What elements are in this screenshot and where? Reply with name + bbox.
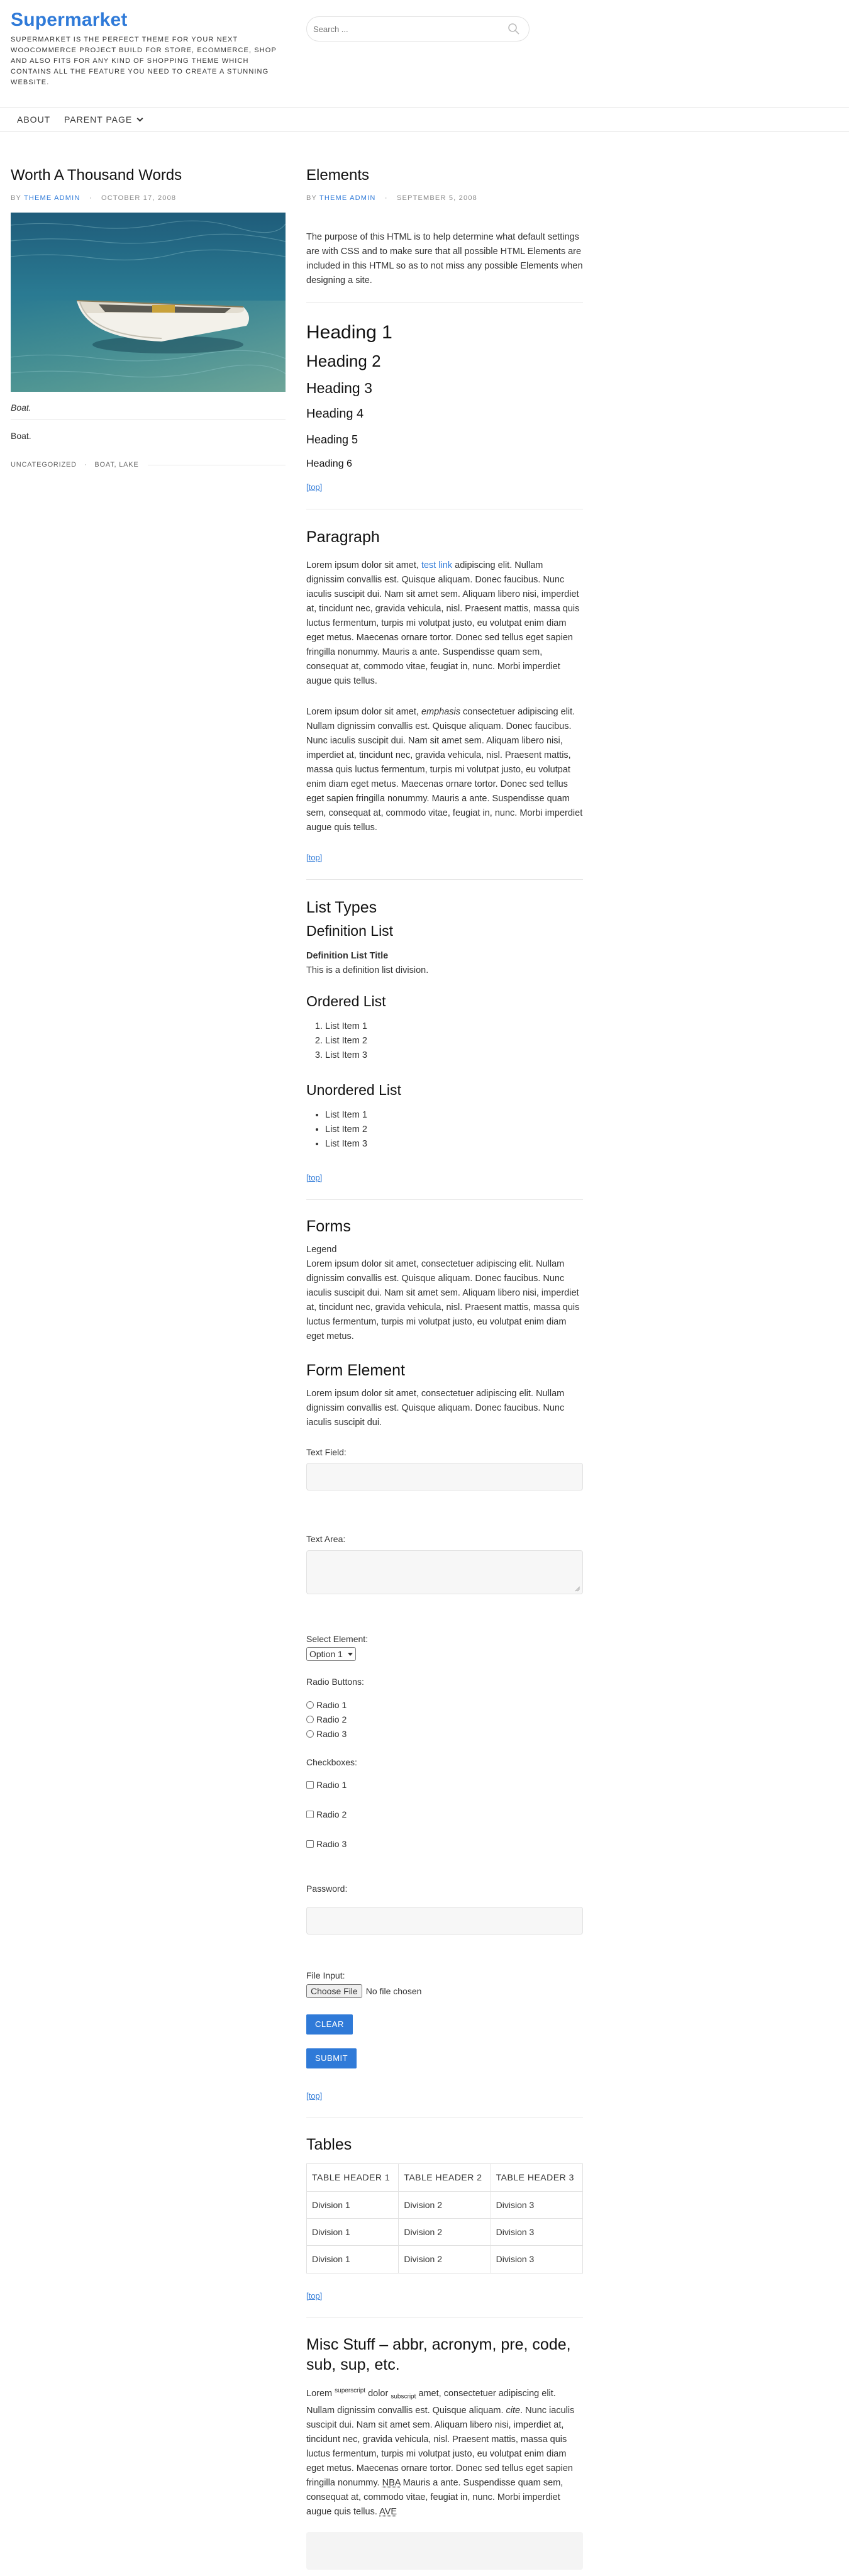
test-link[interactable]: test link <box>421 560 453 570</box>
site-header <box>0 0 849 107</box>
table-cell: Division 2 <box>399 2246 491 2273</box>
text-field-input[interactable] <box>306 1463 583 1491</box>
chevron-down-icon <box>348 1653 353 1656</box>
pre-block <box>306 2532 583 2570</box>
search-input[interactable] <box>312 23 501 35</box>
form-element-text: Lorem ipsum dolor sit amet, consectetuer adipiscing elit. Nullam dignissim convallis est. Quisque aliquam. Donec faucibus. Nunc iaculis suscipit dui. <box>306 1389 565 1428</box>
unordered-list-title: Unordered List <box>306 1082 401 1098</box>
paragraph-2-text-a: Lorem ipsum dolor sit amet, <box>306 707 421 717</box>
legend: Legend <box>306 1245 337 1255</box>
clear-row <box>306 2014 583 2035</box>
intro-paragraph: The purpose of this HTML is to help determine what default settings are with CSS and to make sure that all possible HTML Elements are included in this HTML so as to not miss any possible Elements when designing a site. <box>306 232 583 286</box>
misc-text-e: Mauris a ante. Suspendisse quam sem, consequat at, commodo vitae, feugiat in, nunc. Morbi imperdiet augue quis tellus. <box>306 2478 563 2518</box>
top-link[interactable]: [top] <box>306 2091 323 2101</box>
checkbox[interactable] <box>306 1811 314 1818</box>
boat-image[interactable] <box>11 213 286 392</box>
paragraph-2-text-b: consectetuer adipiscing elit. Nullam dignissim convallis est. Quisque aliquam. Donec faucibus. Nunc iaculis suscipit dui. Nam sit amet sem. Aliquam libero nisi, imperdiet at, tincidunt nec, gravida vehicula, nisl. Praesent mattis, massa quis luctus fermentum, turpis mi volutpat justo, eu volutpat enim diam eget metus. Maecenas ornare tortor. Donec sed tellus eget sapien fringilla nonummy. Mauris a ante. Suspendisse quam sem, consequat at, commodo vitae, feugiat in, nunc. Morbi imperdiet augue quis tellus. <box>306 707 583 833</box>
post-title[interactable]: Elements <box>306 167 370 184</box>
misc-paragraph <box>306 2384 583 2520</box>
submit-button[interactable]: SUBMIT <box>306 2048 357 2068</box>
post-author-link[interactable]: THEME ADMIN <box>319 194 376 202</box>
forms-section <box>306 1216 583 2104</box>
post-by: BY <box>11 194 21 202</box>
table-row <box>307 2191 583 2218</box>
search-box[interactable] <box>306 16 530 42</box>
definition-description: This is a definition list division. <box>306 965 429 975</box>
file-input-label: File Input: <box>306 1970 345 1981</box>
tag-separator: · <box>84 460 87 469</box>
list-item: • List Item 2 <box>325 1123 583 1137</box>
text-area-input[interactable] <box>306 1550 583 1594</box>
list-item: 3. List Item 3 <box>325 1048 583 1063</box>
divider <box>306 879 583 880</box>
table-cell: Division 2 <box>399 2191 491 2218</box>
resize-handle-icon[interactable] <box>574 1585 580 1592</box>
checkboxes-label: Checkboxes: <box>306 1757 357 1767</box>
table-header: TABLE HEADER 3 <box>491 2164 582 2191</box>
table-row <box>307 2246 583 2273</box>
table-cell: Division 1 <box>307 2218 399 2245</box>
unordered-list <box>306 1108 583 1152</box>
list-types-section <box>306 897 583 1185</box>
definition-term: Definition List Title <box>306 951 389 961</box>
top-link-row <box>306 2287 583 2304</box>
radio-button[interactable] <box>306 1730 314 1738</box>
forms-title: Forms <box>306 1218 351 1235</box>
checkbox[interactable] <box>306 1840 314 1848</box>
heading-5: Heading 5 <box>306 433 358 446</box>
clear-button[interactable]: CLEAR <box>306 2014 353 2035</box>
data-table <box>306 2163 583 2273</box>
radio-button[interactable] <box>306 1716 314 1723</box>
heading-3: Heading 3 <box>306 380 372 396</box>
main-navigation <box>0 107 849 132</box>
post-date[interactable]: SEPTEMBER 5, 2008 <box>396 194 477 202</box>
radio-label: Radio 3 <box>316 1728 347 1739</box>
radio-option[interactable] <box>306 1698 583 1713</box>
list-item: • List Item 1 <box>325 1108 583 1123</box>
file-status: No file chosen <box>365 1985 422 1996</box>
headings-section <box>306 321 583 495</box>
checkbox-option[interactable] <box>306 1807 583 1822</box>
misc-section <box>306 2334 583 2570</box>
form-element-title: Form Element <box>306 1362 405 1379</box>
cite-text: cite <box>506 2406 521 2416</box>
top-link[interactable]: [top] <box>306 1173 323 1182</box>
radio-label: Radio 2 <box>316 1714 347 1724</box>
site-description: SUPERMARKET IS THE PERFECT THEME FOR YOUR NEXT WOOCOMMERCE PROJECT BUILD FOR STORE, ECOMMERCE, SHOP AND ALSO FITS FOR ANY KIND OF SHOPPING THEME WHICH CONTAINS ALL THE FEATURE YOU NEED TO CREATE A STUNNING WEBSITE. <box>11 36 277 86</box>
table-header: TABLE HEADER 1 <box>307 2164 399 2191</box>
emphasis-text: emphasis <box>421 707 460 717</box>
top-link[interactable]: [top] <box>306 2290 323 2301</box>
image-caption: Boat. <box>11 401 286 420</box>
paragraph-1-text-a: Lorem ipsum dolor sit amet, <box>306 560 421 570</box>
checkbox-option[interactable] <box>306 1837 583 1852</box>
definition-list-title: Definition List <box>306 923 394 939</box>
table-header-row <box>307 2164 583 2191</box>
radio-label: Radio 1 <box>316 1699 347 1710</box>
select-label: Select Element: <box>306 1633 369 1644</box>
heading-6: Heading 6 <box>306 458 352 469</box>
site-title[interactable]: Supermarket <box>11 9 128 30</box>
table-header: TABLE HEADER 2 <box>399 2164 491 2191</box>
table-cell: Division 1 <box>307 2191 399 2218</box>
submit-row <box>306 2048 583 2068</box>
ordered-list <box>306 1019 583 1063</box>
checkbox-option[interactable] <box>306 1778 583 1792</box>
select-element[interactable] <box>306 1647 356 1661</box>
divider <box>306 1199 583 1200</box>
misc-title: Misc Stuff – abbr, acronym, pre, code, sub, sup, etc. <box>306 2335 571 2373</box>
nav-item-about[interactable]: ABOUT <box>17 114 51 125</box>
abbr-nba: NBA <box>382 2478 401 2489</box>
meta-separator: · <box>384 194 388 202</box>
post-by: BY <box>306 194 317 202</box>
radio-button[interactable] <box>306 1701 314 1709</box>
list-item: 1. List Item 1 <box>325 1019 583 1034</box>
misc-text-a: Lorem <box>306 2388 335 2399</box>
post-elements <box>306 165 583 2570</box>
search-icon[interactable] <box>508 23 520 35</box>
post-title[interactable]: Worth A Thousand Words <box>11 167 182 184</box>
table-cell: Division 3 <box>491 2191 582 2218</box>
superscript-text: superscript <box>335 2387 366 2394</box>
subscript-text: subscript <box>391 2393 416 2401</box>
table-cell: Division 2 <box>399 2218 491 2245</box>
text-field-label: Text Field: <box>306 1447 347 1457</box>
meta-separator: · <box>89 194 92 202</box>
tables-title: Tables <box>306 2136 352 2154</box>
heading-2: Heading 2 <box>306 352 381 370</box>
table-row <box>307 2218 583 2245</box>
list-types-title: List Types <box>306 899 377 916</box>
password-label: Password: <box>306 1883 348 1894</box>
paragraph-title: Paragraph <box>306 528 380 546</box>
nav-item-parent-page-label: PARENT PAGE <box>64 114 133 125</box>
tags-link[interactable]: BOAT, LAKE <box>94 460 139 469</box>
top-link-row <box>306 2087 583 2104</box>
radio-option[interactable] <box>306 1727 583 1741</box>
misc-text-d: . Nunc iaculis suscipit dui. Nam sit amet sem. Aliquam libero nisi, imperdiet at, tincidunt nec, gravida vehicula, nisl. Praesent mattis, massa quis luctus fermentum, turpis mi volutpat justo, eu volutpat enim diam eget metus. Maecenas ornare tortor. Donec sed tellus eget sapien fringilla nonummy. <box>306 2406 575 2489</box>
legend-text: Lorem ipsum dolor sit amet, consectetuer adipiscing elit. Nullam dignissim convallis est. Quisque aliquam. Donec faucibus. Nunc iaculis suscipit dui. Nam sit amet sem. Aliquam libero nisi, imperdiet at, tincidunt nec, gravida vehicula, nisl. Praesent mattis, massa quis luctus fermentum, turpis mi volutpat justo, eu volutpat enim diam eget metus. <box>306 1259 580 1341</box>
post-date[interactable]: OCTOBER 17, 2008 <box>101 194 177 202</box>
misc-text-b: dolor <box>365 2388 391 2399</box>
post-meta <box>11 192 286 204</box>
file-input <box>306 1984 583 1998</box>
tables-section <box>306 2135 583 2304</box>
checkbox-label: Radio 3 <box>316 1838 347 1849</box>
paragraph-2 <box>306 705 583 835</box>
ordered-list-title: Ordered List <box>306 993 386 1009</box>
paragraph-section <box>306 527 583 865</box>
password-input[interactable] <box>306 1907 583 1935</box>
table-cell: Division 1 <box>307 2246 399 2273</box>
heading-4: Heading 4 <box>306 407 364 421</box>
list-item: 2. List Item 2 <box>325 1034 583 1048</box>
nav-item-parent-page[interactable] <box>64 113 142 126</box>
list-item: • List Item 3 <box>325 1137 583 1152</box>
checkbox-label: Radio 2 <box>316 1809 347 1819</box>
post-meta <box>306 192 583 204</box>
radio-group <box>306 1698 583 1741</box>
post-author-link[interactable]: THEME ADMIN <box>23 194 80 202</box>
select-value: Option 1 <box>309 1649 343 1660</box>
radio-buttons-label: Radio Buttons: <box>306 1677 364 1687</box>
chevron-down-icon <box>137 116 143 122</box>
checkbox[interactable] <box>306 1781 314 1789</box>
abbr-ave: AVE <box>379 2507 397 2518</box>
divider <box>306 302 583 303</box>
table-cell: Division 3 <box>491 2218 582 2245</box>
post-content: Boat. <box>11 431 31 441</box>
heading-1: Heading 1 <box>306 322 392 343</box>
checkbox-label: Radio 1 <box>316 1779 347 1790</box>
definition-list <box>306 949 583 978</box>
checkbox-group <box>306 1778 583 1852</box>
choose-file-button[interactable]: Choose File <box>306 1984 362 1998</box>
text-area-label: Text Area: <box>306 1534 346 1545</box>
radio-option[interactable] <box>306 1713 583 1727</box>
post-footer <box>11 460 286 471</box>
misc-text-c: amet, consectetuer adipiscing elit. Nullam dignissim convallis est. Quisque aliquam. <box>306 2388 556 2416</box>
post-worth-a-thousand-words <box>11 165 286 470</box>
paragraph-1 <box>306 558 583 689</box>
table-cell: Division 3 <box>491 2246 582 2273</box>
top-link[interactable]: [top] <box>306 853 323 862</box>
top-link[interactable]: [top] <box>306 482 323 492</box>
paragraph-1-text-b: adipiscing elit. Nullam dignissim convallis est. Quisque aliquam. Donec faucibus. Nunc iaculis suscipit dui. Nam sit amet sem. Aliquam libero nisi, imperdiet at, tincidunt nec, gravida vehicula, nisl. Praesent mattis, massa quis luctus fermentum, turpis mi volutpat justo, eu volutpat enim diam eget metus. Maecenas ornare tortor. Donec sed tellus eget sapien fringilla nonummy. Mauris a ante. Suspendisse quam sem, consequat at, commodo vitae, feugiat in, nunc. Morbi imperdiet augue quis tellus. <box>306 560 580 686</box>
category-link[interactable]: UNCATEGORIZED <box>11 460 77 469</box>
